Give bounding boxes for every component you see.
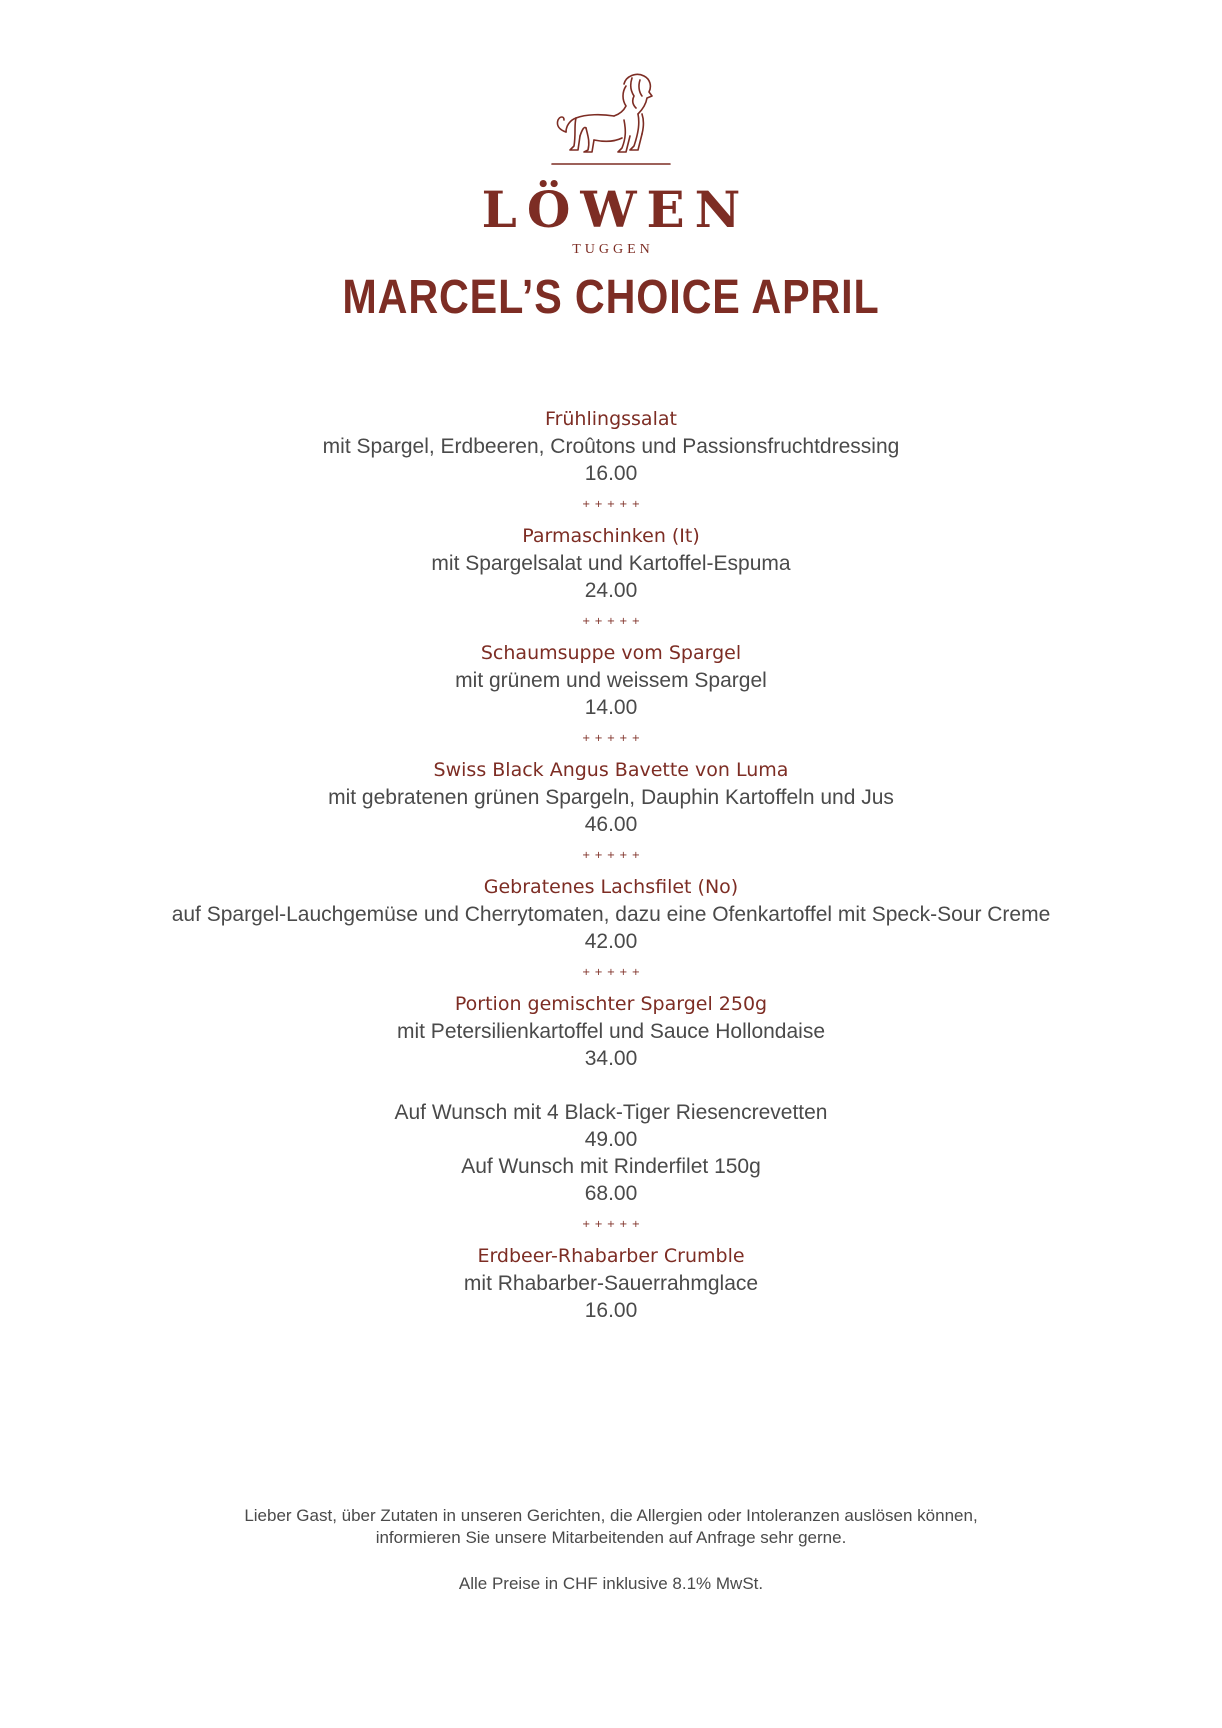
- course-description: mit Spargel, Erdbeeren, Croûtons und Passionsfruchtdressing: [322, 435, 900, 458]
- extra-option-price: 68.00: [584, 1182, 638, 1205]
- course-description: mit grünem und weissem Spargel: [455, 669, 767, 692]
- course-price: 16.00: [584, 462, 638, 485]
- course-description: mit gebratenen grünen Spargeln, Dauphin Kartoffeln und Jus: [328, 786, 894, 809]
- course-list: [0, 406, 1222, 1324]
- course-name: Portion gemischter Spargel 250g: [454, 993, 768, 1015]
- course-separator: +++++: [582, 499, 644, 510]
- course-item: [0, 874, 1222, 955]
- course-description: mit Rhabarber-Sauerrahmglace: [463, 1272, 759, 1295]
- course-item: [0, 523, 1222, 604]
- menu-title: MARCEL’S CHOICE APRIL: [342, 271, 880, 324]
- course-separator: +++++: [582, 1219, 644, 1230]
- course-description: mit Petersilienkartoffel und Sauce Hollondaise: [396, 1020, 826, 1043]
- extra-option-label: Auf Wunsch mit Rinderfilet 150g: [461, 1155, 761, 1178]
- course-name: Swiss Black Angus Bavette von Luma: [433, 759, 789, 781]
- extra-option-price: 49.00: [584, 1128, 638, 1151]
- brand-header: [0, 70, 1222, 258]
- course-separator: +++++: [582, 850, 644, 861]
- lion-icon: [546, 70, 676, 170]
- course-separator: +++++: [582, 616, 644, 627]
- brand-name: LÖWEN: [481, 180, 751, 239]
- course-name: Parmaschinken (It): [522, 525, 700, 547]
- allergy-note-line-2: informieren Sie unsere Mitarbeitenden auf Anfrage sehr gerne.: [375, 1528, 847, 1547]
- footer-notes: [0, 1505, 1222, 1595]
- course-separator: +++++: [582, 733, 644, 744]
- course-item: [0, 757, 1222, 838]
- course-item: [0, 406, 1222, 487]
- vat-note: Alle Preise in CHF inklusive 8.1% MwSt.: [458, 1574, 764, 1593]
- course-item: [0, 1243, 1222, 1324]
- course-description: auf Spargel-Lauchgemüse und Cherrytomaten, dazu eine Ofenkartoffel mit Speck-Sour Creme: [171, 903, 1051, 926]
- course-price: 42.00: [584, 930, 638, 953]
- course-price: 16.00: [584, 1299, 638, 1322]
- course-name: Gebratenes Lachsfilet (No): [483, 876, 739, 898]
- course-name: Schaumsuppe vom Spargel: [480, 642, 742, 664]
- course-extras: [0, 1099, 1222, 1207]
- course-price: 14.00: [584, 696, 638, 719]
- course-name: Erdbeer-Rhabarber Crumble: [477, 1245, 745, 1267]
- extra-option-label: Auf Wunsch mit 4 Black-Tiger Riesencrevetten: [394, 1101, 828, 1124]
- course-description: mit Spargelsalat und Kartoffel-Espuma: [431, 552, 791, 575]
- course-name: Frühlingssalat: [545, 408, 677, 430]
- course-separator: +++++: [582, 967, 644, 978]
- course-price: 34.00: [584, 1047, 638, 1070]
- allergy-note-line-1: Lieber Gast, über Zutaten in unseren Gerichten, die Allergien oder Intoleranzen auslösen können,: [244, 1506, 978, 1525]
- course-item: [0, 640, 1222, 721]
- course-price: 24.00: [584, 579, 638, 602]
- brand-location: TUGGEN: [572, 242, 654, 257]
- course-price: 46.00: [584, 813, 638, 836]
- course-item: [0, 991, 1222, 1207]
